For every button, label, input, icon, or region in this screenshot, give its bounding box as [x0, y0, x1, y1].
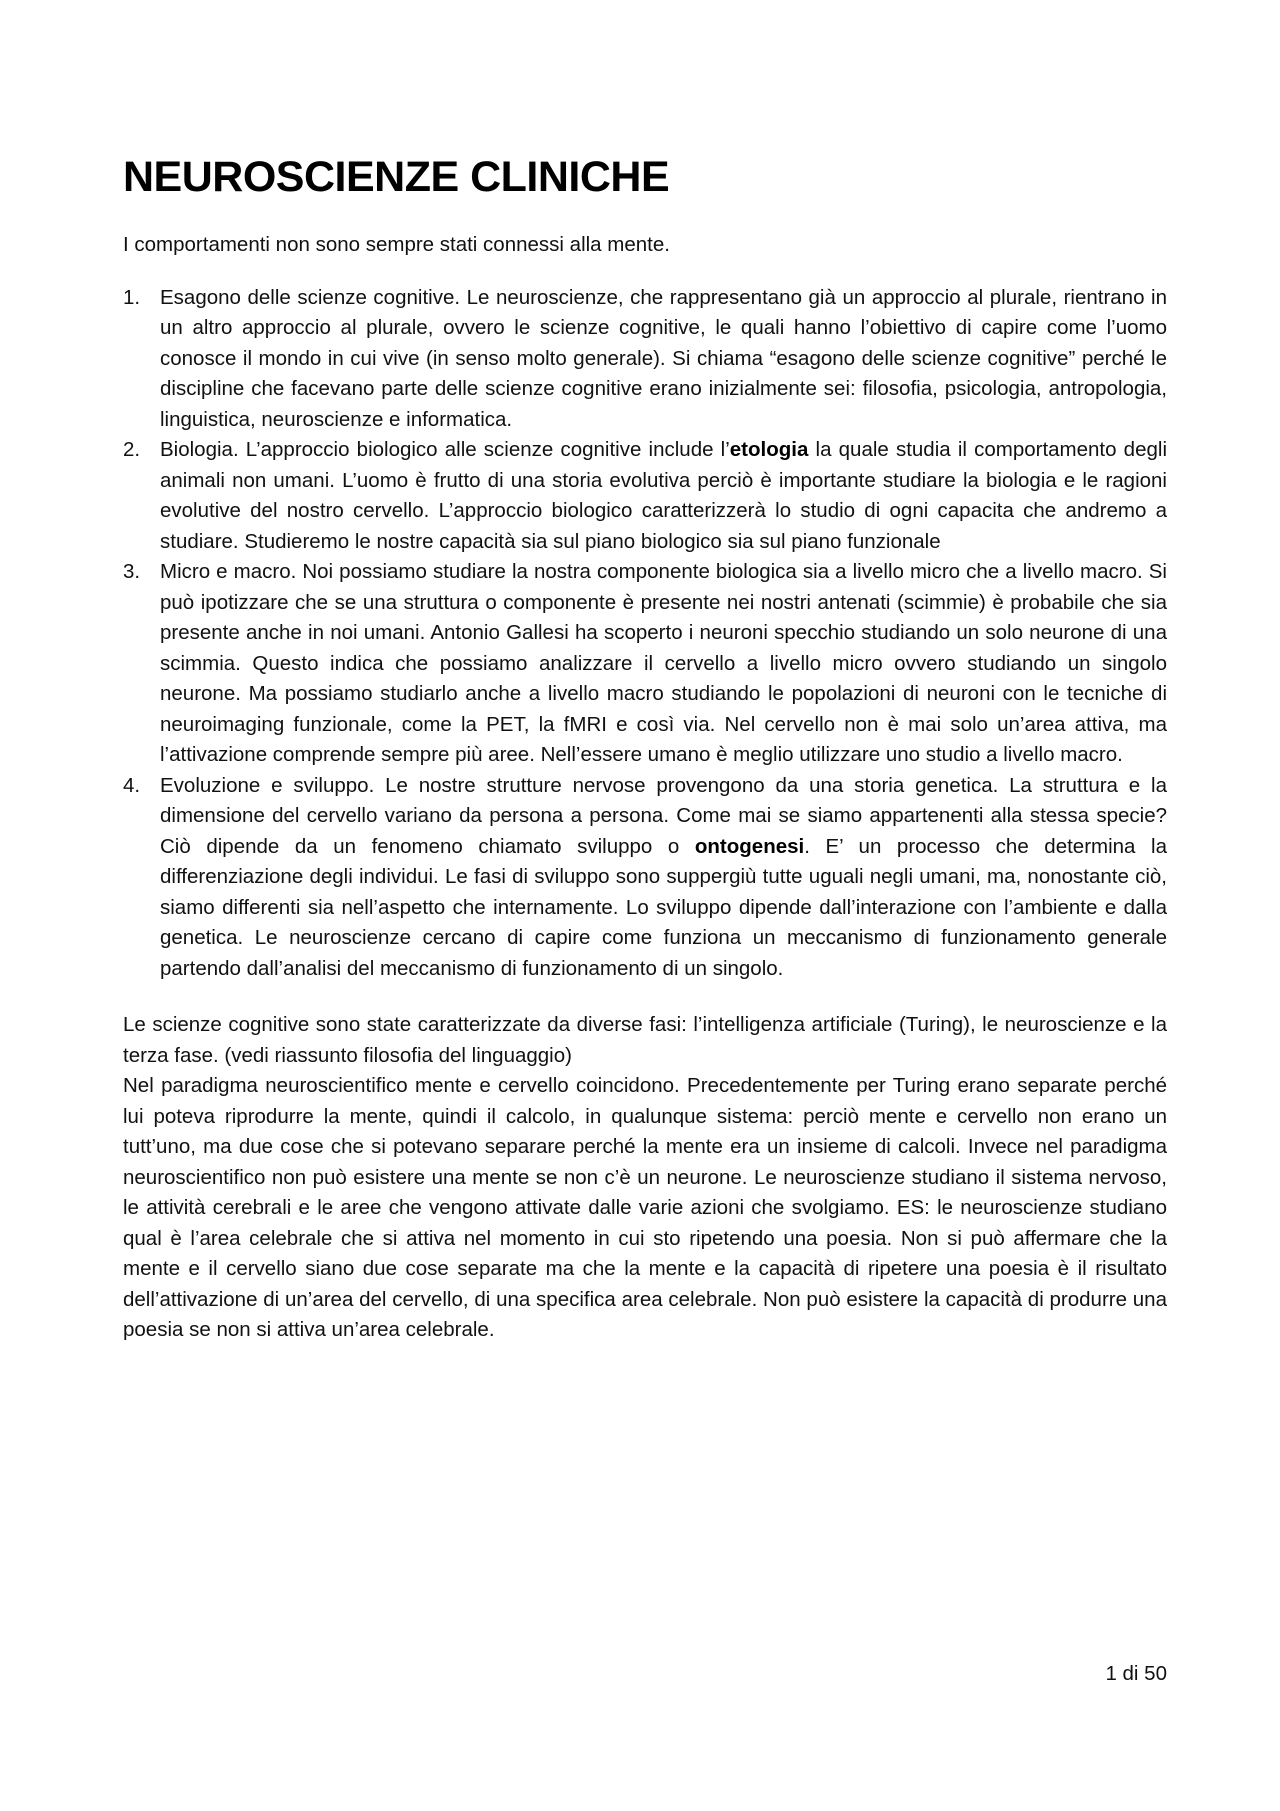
bold-term-etologia: etologia: [729, 438, 809, 461]
list-item-number: 2.: [123, 438, 141, 461]
list-item-text: Biologia. L’approccio biologico alle scienze cognitive include l’: [160, 438, 730, 461]
body-paragraph-paradigm: Nel paradigma neuroscientifico mente e cervello coincidono. Precedentemente per Turing erano separate perché lui poteva riprodurre la mente, quindi il calcolo, in qualunque sistema: perciò mente e cervello non erano un tutt’uno, ma due cose che si potevano separare perché la mente era un insieme di calcoli. Invece nel paradigma neuroscientifico non può esistere una mente se non c’è un neurone. Le neuroscienze studiano il sistema nervoso, le attività cerebrali e le aree che vengono attivate dalle varie azioni che svolgiamo. ES: le neuroscienze studiano qual è l’area celebrale che si attiva nel momento in cui sto ripetendo una poesia. Non si può affermare che la mente e il cervello siano due cose separate ma che la mente e la capacità di ripetere una poesia è il risultato dell’attivazione di un’area del cervello, di una specifica area celebrale. Non può esistere la capacità di produrre una poesia se non si attiva un’area celebrale.: [123, 1074, 1167, 1341]
list-item-number: 3.: [123, 560, 141, 583]
list-item-number: 1.: [123, 285, 141, 309]
numbered-list: [123, 283, 1167, 985]
intro-paragraph: I comportamenti non sono sempre stati connessi alla mente.: [123, 233, 670, 256]
page-title: NEUROSCIENZE CLINICHE: [123, 153, 670, 201]
bold-term-ontogenesi: ontogenesi: [694, 834, 805, 858]
list-item-text: Micro e macro. Noi possiamo studiare la nostra componente biologica sia a livello micro che a livello macro. Si può ipotizzare che se una struttura o componente è presente nei nostri antenati (scimmie) è probabile che sia presente anche in noi umani. Antonio Gallesi ha scoperto i neuroni specchio studiando un solo neurone di una scimmia. Questo indica che possiamo analizzare il cervello a livello micro ovvero studiando un singolo neurone. Ma possiamo studiarlo anche a livello macro studiando le popolazioni di neuroni con le tecniche di neuroimaging funzionale, come la PET, la fMRI e così via. Nel cervello non è mai solo un’area attiva, ma l’attivazione comprende sempre più aree. Nell’essere umano è meglio utilizzare uno studio a livello macro.: [160, 560, 1167, 766]
list-item: [123, 435, 1167, 557]
list-item-text-continued: . E’ un processo che determina la differenziazione degli individui. Le fasi di sviluppo sono suppergiù tutte uguali negli umani, ma, nonostante ciò, siamo differenti sia nell’aspetto che internamente. Lo sviluppo dipende dall’interazione con l’ambiente e dalla genetica. Le neuroscienze cercano di capire come funziona un meccanismo di funzionamento generale partendo dall’analisi del meccanismo di funzionamento di un singolo.: [160, 834, 1167, 980]
list-item: [123, 557, 1167, 771]
body-paragraph-phases: Le scienze cognitive sono state caratterizzate da diverse fasi: l’intelligenza artificiale (Turing), le neuroscienze e la terza fase. (vedi riassunto filosofia del linguaggio): [123, 1013, 1167, 1067]
page-number: 1 di 50: [1105, 1662, 1167, 1685]
list-item-text: Esagono delle scienze cognitive. Le neuroscienze, che rappresentano già un approccio al plurale, rientrano in un altro approccio al plurale, ovvero le scienze cognitive, le quali hanno l’obiettivo di capire come l’uomo conosce il mondo in cui vive (in senso molto generale). Si chiama “esagono delle scienze cognitive” perché le discipline che facevano parte delle scienze cognitive erano inizialmente sei: filosofia, psicologia, antropologia, linguistica, neuroscienze e informatica.: [160, 285, 1167, 431]
list-item: [123, 771, 1167, 985]
list-item-text: Evoluzione e sviluppo. Le nostre strutture nervose provengono da una storia genetica. La struttura e la dimensione del cervello variano da persona a persona. Come mai se siamo appartenenti alla stessa specie? Ciò dipende da un fenomeno chiamato sviluppo o: [160, 773, 1167, 858]
list-item-text-continued: la quale studia il comportamento degli animali non umani. L’uomo è frutto di una storia evolutiva perciò è importante studiare la biologia e le ragioni evolutive del nostro cervello. L’approccio biologico caratterizzerà lo studio di ogni capacita che andremo a studiare. Studieremo le nostre capacità sia sul piano biologico sia sul piano funzionale: [160, 438, 1167, 553]
list-item: [123, 283, 1167, 436]
list-item-number: 4.: [123, 773, 141, 797]
